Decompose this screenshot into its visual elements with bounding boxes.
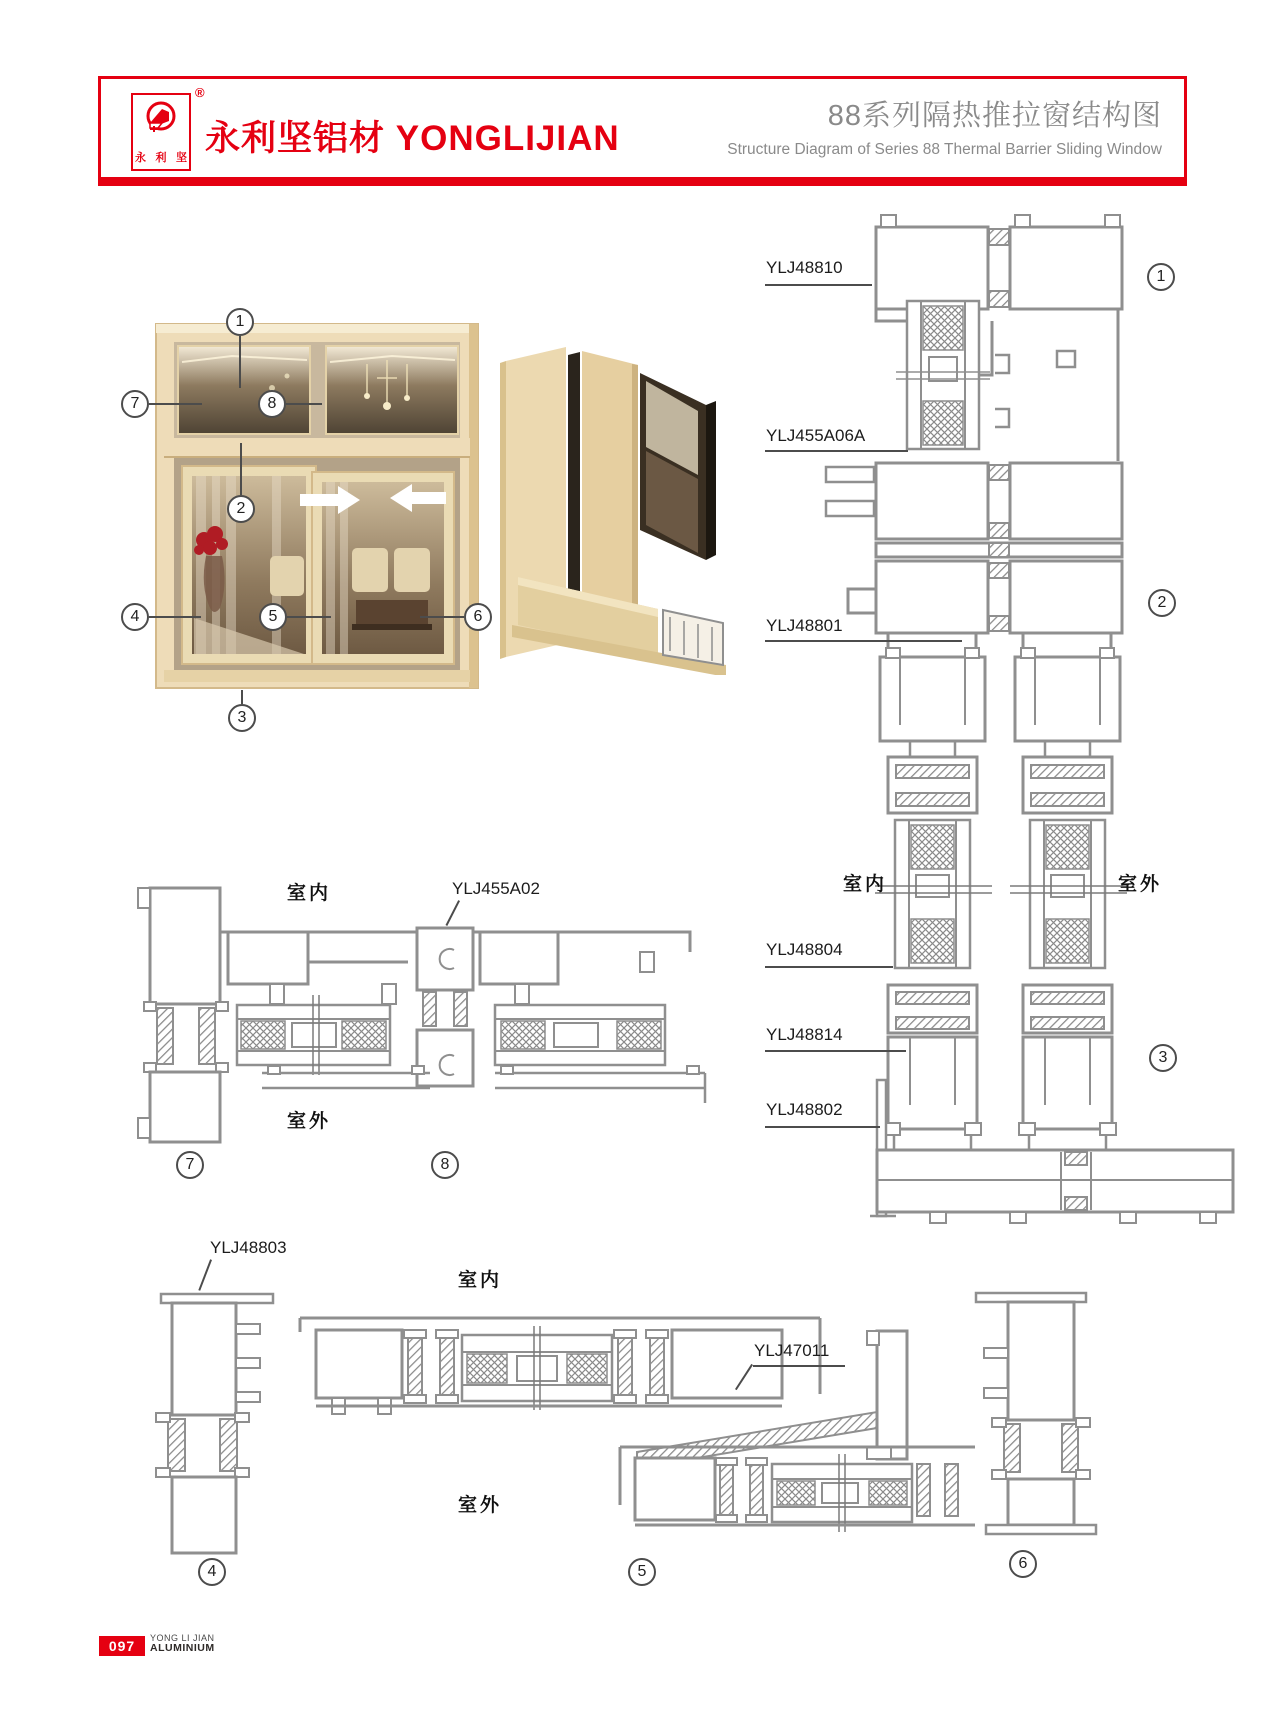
indoor-label-vertical: 室内 bbox=[843, 874, 888, 895]
vertical-section-drawing bbox=[780, 205, 1245, 1240]
detail-6-marker: 6 bbox=[1009, 1550, 1037, 1578]
indoor-label-left-section: 室内 bbox=[287, 883, 332, 904]
callout-2: 2 bbox=[227, 495, 255, 523]
window-photo bbox=[152, 318, 482, 694]
outdoor-label-vertical: 室外 bbox=[1118, 874, 1163, 895]
profile-label-ylj455a06a: YLJ455A06A bbox=[766, 426, 866, 445]
leader-line bbox=[753, 1365, 845, 1367]
leader-line bbox=[765, 966, 893, 968]
page-title: 88系列隔热推拉窗结构图 bbox=[827, 100, 1162, 132]
profile-label-ylj48801: YLJ48801 bbox=[766, 616, 843, 635]
leader-line bbox=[765, 284, 872, 286]
logo-char: 永 bbox=[135, 152, 146, 164]
footer-company bbox=[150, 1634, 215, 1654]
logo-char: 利 bbox=[155, 152, 167, 164]
leader-line bbox=[765, 1050, 906, 1052]
callout-7: 7 bbox=[121, 390, 149, 418]
profile-label-ylj48810: YLJ48810 bbox=[766, 258, 843, 277]
profile-label-ylj47011: YLJ47011 bbox=[754, 1341, 830, 1360]
footer-company-line1: YONG LI JIAN bbox=[150, 1633, 215, 1643]
outdoor-label-left-section: 室外 bbox=[287, 1111, 332, 1132]
profile-label-ylj48804: YLJ48804 bbox=[766, 940, 843, 959]
profile-label-ylj48802: YLJ48802 bbox=[766, 1100, 843, 1119]
detail-8-marker: 8 bbox=[431, 1151, 459, 1179]
horizontal-section-left-drawing bbox=[120, 860, 720, 1150]
leader-line bbox=[765, 450, 908, 452]
header bbox=[98, 76, 1187, 180]
callout-leader bbox=[239, 336, 241, 388]
callout-8: 8 bbox=[258, 390, 286, 418]
detail-2-marker: 2 bbox=[1148, 589, 1176, 617]
header-rule bbox=[98, 180, 1187, 186]
outdoor-label-bottom-section: 室外 bbox=[458, 1495, 503, 1516]
callout-leader bbox=[149, 403, 202, 405]
callout-leader bbox=[240, 443, 242, 495]
callout-leader bbox=[149, 616, 201, 618]
callout-leader bbox=[241, 690, 243, 704]
leader-line bbox=[765, 640, 962, 642]
brand-name: 永利坚铝材 YONGLIJIAN bbox=[205, 119, 620, 158]
company-logo bbox=[131, 93, 191, 171]
page-subtitle: Structure Diagram of Series 88 Thermal Barrier Sliding Window bbox=[727, 141, 1162, 158]
horizontal-section-bottom-drawing bbox=[120, 1240, 1240, 1560]
callout-4: 4 bbox=[121, 603, 149, 631]
detail-7-marker: 7 bbox=[176, 1151, 204, 1179]
page-title-block bbox=[727, 93, 1162, 159]
logo-swirl-icon bbox=[142, 99, 180, 137]
detail-3-marker: 3 bbox=[1149, 1044, 1177, 1072]
profile-3d-render bbox=[488, 325, 733, 675]
indoor-label-bottom-section: 室内 bbox=[458, 1270, 503, 1291]
leader-line bbox=[765, 1126, 880, 1128]
logo-characters bbox=[135, 149, 187, 165]
callout-leader bbox=[286, 403, 322, 405]
callout-6: 6 bbox=[464, 603, 492, 631]
callout-5: 5 bbox=[259, 603, 287, 631]
detail-4-marker: 4 bbox=[198, 1558, 226, 1586]
callout-3: 3 bbox=[228, 704, 256, 732]
detail-5-marker: 5 bbox=[628, 1558, 656, 1586]
callout-leader bbox=[420, 616, 464, 618]
detail-1-marker: 1 bbox=[1147, 263, 1175, 291]
profile-label-ylj48803: YLJ48803 bbox=[210, 1238, 287, 1257]
callout-leader bbox=[287, 616, 331, 618]
footer-company-line2: ALUMINIUM bbox=[150, 1642, 215, 1655]
profile-label-ylj455a02: YLJ455A02 bbox=[452, 879, 540, 898]
profile-label-ylj48814: YLJ48814 bbox=[766, 1025, 843, 1044]
logo-char: 坚 bbox=[176, 152, 187, 164]
page-number-badge: 097 bbox=[99, 1636, 145, 1656]
callout-1: 1 bbox=[226, 308, 254, 336]
registered-trademark: ® bbox=[195, 85, 205, 100]
